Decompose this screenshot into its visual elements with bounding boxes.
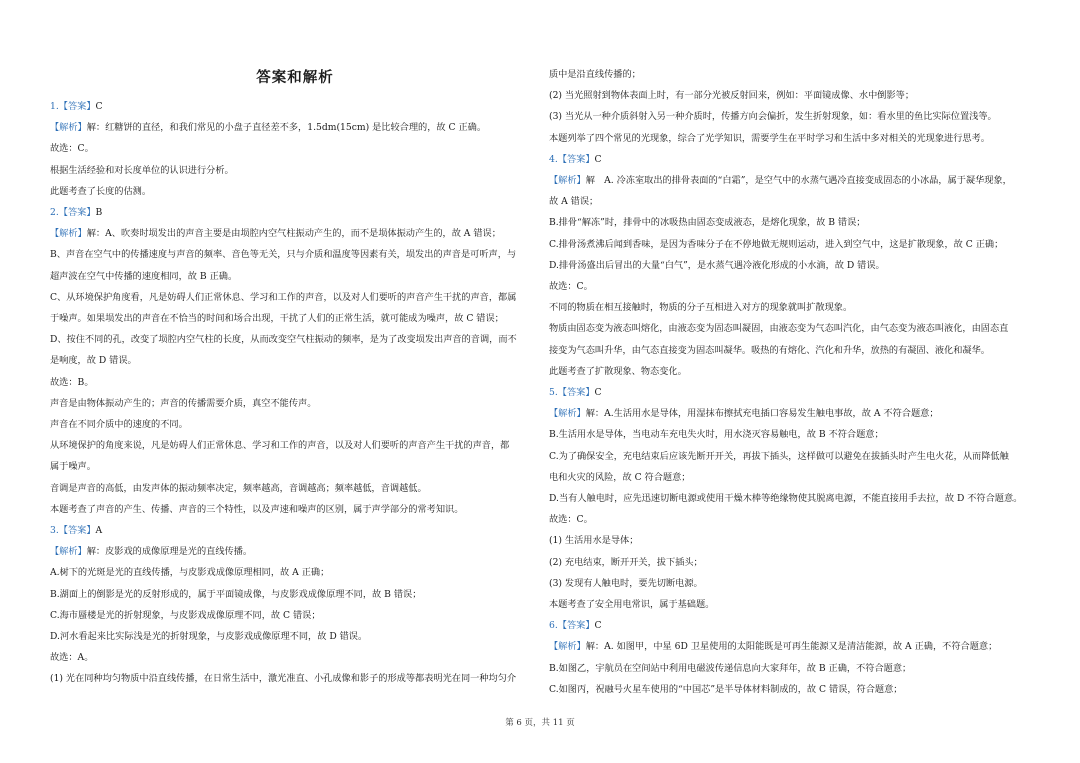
text-line [549,403,1039,424]
text-line [549,149,1039,170]
line-text: (2) 当光照射到物体表面上时，有一部分光被反射回来，例如：平面镜成像、水中倒影等； [549,90,915,102]
line-text: 此题考查了扩散现象、物态变化。 [549,365,687,377]
text-line [50,181,540,202]
line-label: 2.【答案】 [50,207,96,219]
text-line [50,414,540,435]
text-line [50,117,540,138]
text-line [50,202,540,223]
text-line [50,329,540,350]
text-line [549,191,1039,212]
line-text: 解：红糖饼的直径，和我们常见的小盘子直径差不多，1.5dm(15cm) 是比较合理的，故 C 正确。 [86,122,487,134]
line-text: 故选：C。 [549,281,593,293]
line-text: 接变为气态叫升华，由气态直接变为固态叫凝华。吸热的有熔化、汽化和升华，放热的有凝固、液化和凝华。 [549,344,990,356]
text-line [549,85,1039,106]
line-text: 本题考查了声音的产生、传播、声音的三个特性，以及声速和噪声的区别，属于声学部分的常考知识。 [50,503,464,515]
text-line [50,372,540,393]
text-line [549,255,1039,276]
line-text: 故选：C。 [50,143,94,155]
line-text: B.生活用水是导体，当电动车充电失火时，用水浇灭容易触电，故 B 不符合题意； [549,429,884,441]
text-line [549,488,1039,509]
line-text: 故选：A。 [50,652,94,664]
line-label: 6.【答案】 [549,620,595,632]
line-text: 电和火灾的风险，故 C 符合题意； [549,471,691,483]
text-line [50,244,540,265]
line-label: 【解析】 [549,408,586,420]
line-label: 5.【答案】 [549,387,595,399]
text-line [50,647,540,668]
text-line [549,361,1039,382]
text-line [549,594,1039,615]
page-footer: 第 6 页，共 11 页 [505,718,575,728]
line-text: D.排骨汤盛出后冒出的大量“白气”，是水蒸气遇冷液化形成的小水滴，故 D 错误。 [549,259,885,271]
text-line [50,499,540,520]
line-text: B.排骨“解冻”时，排骨中的冰吸热由固态变成液态，是熔化现象，故 B 错误； [549,217,866,229]
text-line [50,350,540,371]
text-line [549,318,1039,339]
text-line [549,509,1039,530]
text-line [549,530,1039,551]
line-text: 解：A、吹奏时埙发出的声音主要是由埙腔内空气柱振动产生的，而不是埙体振动产生的，故 A 错误； [86,228,501,240]
line-text: C、从环境保护角度看，凡是妨碍人们正常休息、学习和工作的声音，以及对人们要听的声音产生干扰的声音，都属 [50,291,517,303]
text-line [50,520,540,541]
line-text: 超声波在空气中传播的速度相同，故 B 正确。 [50,270,238,282]
line-text: B、声音在空气中的传播速度与声音的频率、音色等无关，只与介质和温度等因素有关，埙发出的声音是可听声，与 [50,249,517,261]
text-line [549,170,1039,191]
line-label: 3.【答案】 [50,525,96,537]
line-text: C.为了确保安全，充电结束后应该先断开开关，再拔下插头，这样做可以避免在拔插头时产生电火花，从而降低触 [549,450,1009,462]
line-text: 物质由固态变为液态叫熔化，由液态变为固态叫凝固，由液态变为气态叫汽化，由气态变为液态叫液化，由固态直 [549,323,1009,335]
text-line [50,223,540,244]
line-text: B.如图乙，宇航员在空间站中利用电磁波传递信息向大家拜年，故 B 正确，不符合题意； [549,662,912,674]
line-text: 解：A. 如图甲，中星 6D 卫星使用的太阳能既是可再生能源又是清洁能源，故 A 正确，不符合题意； [585,641,998,653]
line-text: 于噪声。如果埙发出的声音在不恰当的时间和场合出现，干扰了人们的正常生活，就可能成为噪声，故 C 错误； [50,313,504,325]
line-text: 音调是声音的高低，由发声体的振动频率决定，频率越高，音调越高；频率越低，音调越低。 [50,482,427,494]
line-label: 1.【答案】 [50,101,96,112]
line-text: B [95,207,103,219]
line-text: 故选：C。 [549,514,593,526]
text-line [50,435,540,456]
line-text: (3) 当光从一种介质斜射入另一种介质时，传播方向会偏折，发生折射现象，如：看水里的鱼比实际位置浅等。 [549,111,997,123]
line-text: (1) 光在同种均匀物质中沿直线传播，在日常生活中，激光准直、小孔成像和影子的形成等都表明光在同一种均匀介 [50,673,517,685]
line-text: A [95,525,103,537]
line-text: 解 A. 冷冻室取出的排骨表面的“白霜”，是空气中的水蒸气遇冷直接变成固态的小冰晶，属于凝华现象， [585,175,1012,187]
line-text: C [95,101,103,112]
line-text: 本题考查了安全用电常识，属于基础题。 [549,599,715,611]
line-text: 故 A 错误； [549,196,599,208]
text-line [50,393,540,414]
text-line [50,668,540,689]
line-text: D.河水看起来比实际浅是光的折射现象，与皮影戏成像原理不同，故 D 错误。 [50,631,368,643]
text-line [549,212,1039,233]
text-line [549,297,1039,318]
line-text: C.如图丙，祝融号火星车使用的“中国芯”是半导体材料制成的，故 C 错误，符合题意； [549,683,903,695]
text-line [50,456,540,477]
text-line [549,467,1039,488]
line-text: 从环境保护的角度来说，凡是妨碍人们正常休息、学习和工作的声音，以及对人们要听的声音产生干扰的声音，都 [50,440,510,452]
text-line [50,308,540,329]
text-line [50,541,540,562]
text-line [50,478,540,499]
text-line [549,128,1039,149]
line-label: 【解析】 [50,228,87,240]
line-label: 【解析】 [50,546,87,558]
text-line [50,266,540,287]
line-text: D、按住不同的孔，改变了埙腔内空气柱的长度，从而改变空气柱振动的频率，是为了改变埙发出声音的音调，而不 [50,334,517,346]
line-label: 【解析】 [50,122,87,134]
line-text: 解：A.生活用水是导体，用湿抹布擦拭充电插口容易发生触电事故，故 A 不符合题意； [585,408,939,420]
line-text: A.树下的光斑是光的直线传播，与皮影戏成像原理相同，故 A 正确； [50,567,330,579]
page-title: 答案和解析 [256,70,334,86]
line-text: C.海市蜃楼是光的折射现象，与皮影戏成像原理不同，故 C 错误； [50,609,321,621]
text-line [50,160,540,181]
text-line [50,562,540,583]
line-text: C [594,153,602,165]
line-text: C [594,387,602,399]
line-text: 本题列举了四个常见的光现象，综合了光学知识，需要学生在平时学习和生活中多对相关的光现象进行思考。 [549,132,990,144]
line-text: 声音在不同介质中的速度的不同。 [50,419,188,431]
text-line [50,626,540,647]
text-line [549,276,1039,297]
text-line [549,573,1039,594]
line-text: 质中是沿直线传播的； [549,69,641,80]
text-line [549,636,1039,657]
text-line [50,138,540,159]
text-line [549,446,1039,467]
line-text: 声音是由物体振动产生的；声音的传播需要介质，真空不能传声。 [50,397,317,409]
line-text: C [594,620,602,632]
text-line [50,287,540,308]
text-line [50,96,540,117]
text-line [549,382,1039,403]
line-text: 解：皮影戏的成像原理是光的直线传播。 [86,546,253,558]
text-line [549,106,1039,127]
line-text: (3) 发现有人触电时，要先切断电源。 [549,577,703,589]
text-line [549,340,1039,361]
text-line [549,679,1039,700]
text-line [549,64,1039,85]
text-line [549,658,1039,679]
line-text: 根据生活经验和对长度单位的认识进行分析。 [50,164,234,176]
line-text: 不同的物质在相互接触时，物质的分子互相进入对方的现象就叫扩散现象。 [549,302,853,314]
line-text: C.排骨汤煮沸后闻到香味，是因为香味分子在不停地做无规则运动，进入到空气中，这是扩散现象，故 C 正确； [549,238,1004,250]
line-text: (2) 充电结束，断开开关，拔下插头； [549,556,703,568]
text-line [549,615,1039,636]
line-label: 【解析】 [549,175,586,187]
line-text: D.当有人触电时，应先迅速切断电源或使用干燥木棒等绝缘物使其脱离电源，不能直接用手去拉，故 D 不符合题意。 [549,493,1023,505]
left-column [50,66,540,690]
line-text: 是响度，故 D 错误。 [50,355,137,367]
line-text: (1) 生活用水是导体； [549,535,639,547]
line-text: 属于噪声。 [50,461,96,473]
line-label: 4.【答案】 [549,153,595,165]
line-text: 故选：B。 [50,376,94,388]
line-text: 此题考查了长度的估测。 [50,185,152,197]
text-line [50,584,540,605]
line-text: B.湖面上的倒影是光的反射形成的，属于平面镜成像，与皮影戏成像原理不同，故 B 错误； [50,588,422,600]
text-line [549,424,1039,445]
right-column [549,64,1039,700]
text-line [549,234,1039,255]
text-line [50,605,540,626]
line-label: 【解析】 [549,641,586,653]
text-line [549,552,1039,573]
